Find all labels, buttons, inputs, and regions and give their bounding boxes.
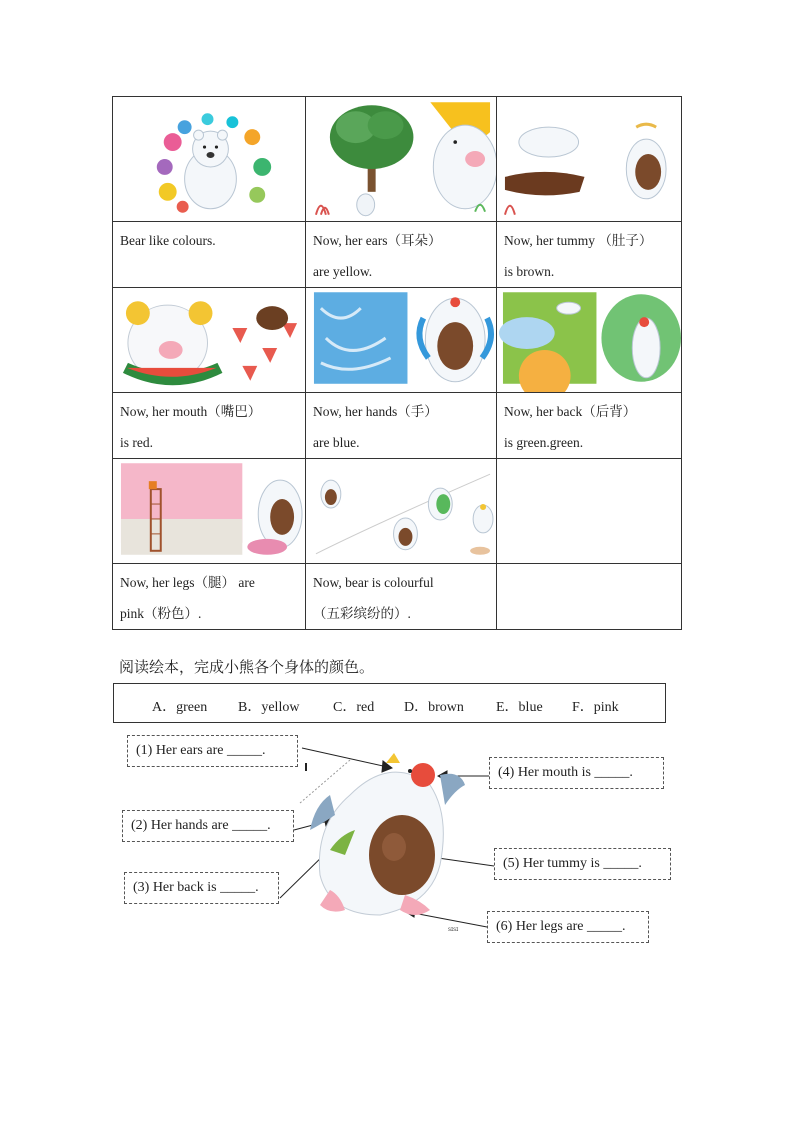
bear-chocolate-illustration — [497, 97, 681, 221]
caption-line-2: pink（粉色）. — [120, 606, 202, 621]
option-d: D．brown — [404, 700, 464, 715]
caption-cell — [113, 222, 306, 288]
caption-line-2: is green.green. — [504, 435, 584, 450]
caption-line-2: are blue. — [313, 435, 360, 450]
caption-cell — [497, 393, 682, 459]
caption-line-2: is red. — [120, 435, 153, 450]
picture-cell — [497, 288, 682, 393]
blank-tummy[interactable] — [494, 848, 671, 880]
caption-line-1: Now, her hands（手） — [313, 404, 438, 419]
empty-cell — [497, 564, 682, 630]
picture-cell — [113, 97, 306, 222]
caption-line-1: Now, her tummy （肚子） — [504, 233, 653, 248]
caption-line-2: are yellow. — [313, 264, 373, 279]
colourful-bear-illustration — [290, 735, 490, 935]
blank-mouth-text: (4) Her mouth is _____. — [498, 765, 633, 780]
caption-line-1: Now, her legs（腿） are — [120, 575, 255, 590]
picture-cell — [306, 97, 497, 222]
caption-line-1: Now, bear is colourful — [313, 575, 434, 590]
illustrator-signature: ѕɪѕɪ — [448, 927, 459, 933]
exercise-instruction: 阅读绘本，完成小熊各个身体的颜色。 — [119, 658, 375, 676]
picture-cell — [497, 97, 682, 222]
bear-butterflies-illustration — [113, 97, 305, 221]
caption-line-1: Now, her back（后背） — [504, 404, 637, 419]
caption-cell — [113, 393, 306, 459]
empty-cell — [497, 459, 682, 564]
bear-watermelon-illustration — [113, 288, 305, 392]
option-e: E．blue — [496, 700, 543, 715]
caption-line-2: （五彩缤纷的）. — [313, 606, 411, 621]
caption-line-2: is brown. — [504, 264, 555, 279]
caption-cell — [306, 564, 497, 630]
option-c: C．red — [333, 700, 375, 715]
bear-blue-hands-illustration — [306, 288, 496, 392]
blank-hands-text: (2) Her hands are _____. — [131, 818, 271, 833]
blank-tummy-text: (5) Her tummy is _____. — [503, 856, 642, 871]
caption-line-1: Now, her ears（耳朵） — [313, 233, 442, 248]
picture-cell — [113, 459, 306, 564]
blank-back[interactable] — [124, 872, 279, 904]
caption-cell — [306, 393, 497, 459]
option-a: A．green — [152, 700, 208, 715]
blank-ears[interactable] — [127, 735, 298, 767]
caption-cell — [497, 222, 682, 288]
picture-cell — [113, 288, 306, 393]
caption-line-1: Bear like colours. — [120, 233, 216, 248]
blank-hands[interactable] — [122, 810, 294, 842]
blank-back-text: (3) Her back is _____. — [133, 880, 259, 895]
picture-cell — [306, 459, 497, 564]
blank-legs[interactable] — [487, 911, 649, 943]
blank-mouth[interactable] — [489, 757, 664, 789]
option-f: F．pink — [572, 700, 619, 715]
caption-cell — [306, 222, 497, 288]
colourful-bears-illustration — [306, 459, 496, 563]
caption-cell — [113, 564, 306, 630]
blank-legs-text: (6) Her legs are _____. — [496, 919, 626, 934]
blank-ears-text: (1) Her ears are _____. — [136, 743, 266, 758]
options-box — [113, 683, 666, 723]
picture-cell — [306, 288, 497, 393]
option-b: B．yellow — [238, 700, 300, 715]
story-table — [112, 96, 682, 630]
bear-green-back-illustration — [497, 288, 681, 392]
bear-pink-legs-illustration — [113, 459, 305, 563]
bear-tree-illustration — [306, 97, 496, 221]
caption-line-1: Now, her mouth（嘴巴） — [120, 404, 262, 419]
